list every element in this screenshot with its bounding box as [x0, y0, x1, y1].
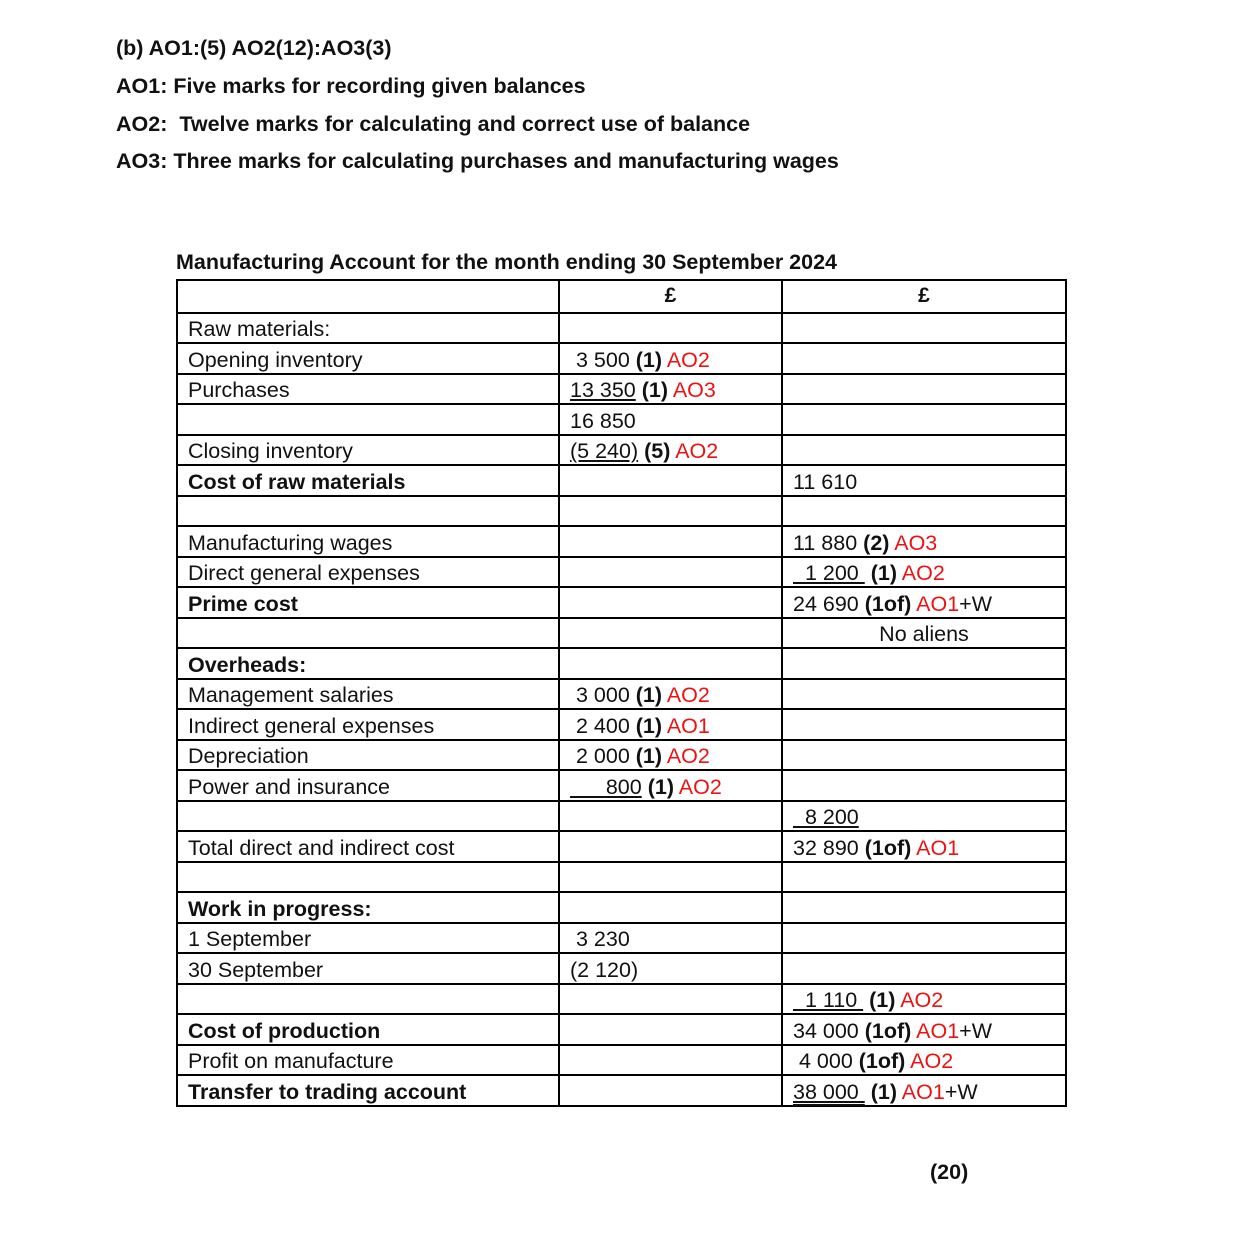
amount-cell-col2	[782, 496, 1066, 527]
assessment-objective: AO3	[894, 530, 938, 555]
row-label: Power and insurance	[177, 770, 559, 801]
extra-note: +W	[959, 1018, 993, 1043]
amount-cell-col2	[782, 435, 1066, 466]
amount: 11 610	[793, 469, 858, 494]
table-row	[177, 984, 1066, 1015]
row-label	[177, 801, 559, 832]
amount-cell-col1	[559, 313, 782, 344]
assessment-objective: AO2	[666, 683, 710, 707]
amount-cell-col2	[782, 709, 1066, 740]
table-row	[177, 740, 1066, 771]
amount-cell-col1	[559, 709, 782, 740]
amount-cell-col1	[559, 831, 782, 862]
row-label: Prime cost	[177, 587, 559, 618]
amount-cell-col1	[559, 557, 782, 588]
row-label	[177, 404, 559, 435]
table-row	[177, 618, 1066, 649]
amount-cell-col1	[559, 740, 782, 771]
amount-cell-col1	[559, 496, 782, 527]
amount-cell-col2	[782, 1075, 1066, 1106]
amount-cell-col2	[782, 1045, 1066, 1076]
table-title: Manufacturing Account for the month ending 30 September 2024	[176, 250, 838, 274]
row-label	[177, 862, 559, 893]
table-row	[177, 1075, 1066, 1106]
mark-allocation: (1)	[635, 347, 663, 372]
mark-allocation: (5)	[644, 439, 671, 463]
mark-allocation: (1)	[870, 561, 897, 585]
column-header: £	[782, 280, 1066, 313]
assessment-objective: AO3	[672, 378, 716, 402]
mark-allocation: (1)	[647, 774, 674, 799]
amount-cell-col1	[559, 465, 782, 496]
row-label: Indirect general expenses	[177, 709, 559, 740]
amount: 2 400	[570, 713, 630, 738]
row-label	[177, 984, 559, 1015]
mark-allocation: (1of)	[864, 1018, 912, 1043]
mark-allocation: (1of)	[864, 835, 912, 860]
table-row	[177, 557, 1066, 588]
amount-cell-col1	[559, 404, 782, 435]
column-header: £	[559, 280, 782, 313]
amount-cell-col2	[782, 648, 1066, 679]
amount-cell-col1	[559, 1045, 782, 1076]
amount: 13 350	[570, 378, 636, 402]
mark-allocation: (1)	[635, 744, 663, 768]
column-header	[177, 280, 559, 313]
amount-cell-col2	[782, 953, 1066, 984]
header-line: AO3: Three marks for calculating purchases and manufacturing wages	[116, 149, 839, 173]
amount-cell-col2	[782, 526, 1066, 557]
table-row	[177, 526, 1066, 557]
row-label: Profit on manufacture	[177, 1045, 559, 1076]
row-label: Closing inventory	[177, 435, 559, 466]
amount-cell-col1	[559, 618, 782, 649]
amount-cell-col2	[782, 374, 1066, 405]
table-row	[177, 587, 1066, 618]
amount-cell-col2	[782, 801, 1066, 832]
assessment-objective: AO2	[675, 439, 719, 463]
header-line: AO2: Twelve marks for calculating and correct use of balance	[116, 112, 751, 136]
row-label: Total direct and indirect cost	[177, 831, 559, 862]
table-row	[177, 435, 1066, 466]
amount: 34 000	[793, 1018, 859, 1043]
mark-allocation: (1)	[869, 988, 896, 1012]
table-row	[177, 770, 1066, 801]
amount-cell-col1	[559, 984, 782, 1015]
amount: 3 230	[570, 927, 630, 951]
table-row	[177, 953, 1066, 984]
amount: 32 890	[793, 835, 859, 860]
row-label: Depreciation	[177, 740, 559, 771]
table-row	[177, 404, 1066, 435]
table-row	[177, 343, 1066, 374]
row-label: Raw materials:	[177, 313, 559, 344]
amount: 1 200	[793, 561, 865, 585]
amount-cell-col2	[782, 618, 1066, 649]
assessment-objective: AO2	[901, 561, 945, 585]
row-label: Management salaries	[177, 679, 559, 710]
amount-cell-col2	[782, 831, 1066, 862]
row-label: 30 September	[177, 953, 559, 984]
row-label: Work in progress:	[177, 892, 559, 923]
row-label: Manufacturing wages	[177, 526, 559, 557]
amount-cell-col2	[782, 740, 1066, 771]
amount-cell-col1	[559, 892, 782, 923]
amount: 2 000	[570, 744, 630, 768]
amount-cell-col2	[782, 1014, 1066, 1045]
amount: 3 500	[570, 347, 630, 372]
mark-allocation: (1)	[635, 713, 663, 738]
table-row	[177, 923, 1066, 954]
row-label	[177, 496, 559, 527]
assessment-objective: AO2	[666, 347, 710, 372]
table-row	[177, 496, 1066, 527]
mark-allocation: (2)	[863, 530, 890, 555]
amount-cell-col2	[782, 770, 1066, 801]
amount: 16 850	[570, 408, 636, 433]
total-marks: (20)	[930, 1160, 969, 1184]
row-label: Purchases	[177, 374, 559, 405]
mark-allocation: (1)	[870, 1079, 897, 1104]
table-row	[177, 1014, 1066, 1045]
amount: 8 200	[793, 805, 859, 829]
table-row	[177, 1045, 1066, 1076]
mark-allocation: (1of)	[864, 591, 912, 616]
table-row	[177, 801, 1066, 832]
amount-cell-col1	[559, 374, 782, 405]
amount: 1 110	[793, 988, 864, 1012]
assessment-objective: AO2	[678, 774, 722, 799]
table-row	[177, 374, 1066, 405]
assessment-objective: AO1	[916, 835, 960, 860]
amount: 4 000	[793, 1049, 853, 1073]
amount-cell-col1	[559, 923, 782, 954]
header-line: AO1: Five marks for recording given balances	[116, 74, 586, 98]
amount-cell-col1	[559, 435, 782, 466]
amount: 24 690	[793, 591, 859, 616]
amount-cell-col1	[559, 679, 782, 710]
amount-cell-col2	[782, 984, 1066, 1015]
extra-note: +W	[959, 591, 993, 616]
amount-cell-col1	[559, 770, 782, 801]
table-row	[177, 679, 1066, 710]
table-row	[177, 831, 1066, 862]
row-label	[177, 618, 559, 649]
amount-cell-col1	[559, 1075, 782, 1106]
amount-cell-col1	[559, 587, 782, 618]
amount-cell-col2	[782, 923, 1066, 954]
header-line: (b) AO1:(5) AO2(12):AO3(3)	[116, 36, 392, 60]
table-row	[177, 465, 1066, 496]
amount-cell-col1	[559, 526, 782, 557]
manufacturing-account-table	[176, 279, 1067, 1107]
amount-cell-col2	[782, 343, 1066, 374]
table-header-row	[177, 280, 1066, 313]
amount-cell-col1	[559, 648, 782, 679]
assessment-objective: AO2	[900, 988, 944, 1012]
amount-cell-col2	[782, 862, 1066, 893]
amount: 11 880	[793, 530, 858, 555]
amount: 3 000	[570, 683, 630, 707]
amount-cell-col1	[559, 862, 782, 893]
assessment-objective: AO2	[666, 744, 710, 768]
amount: 38 000	[793, 1079, 865, 1104]
amount: 800	[570, 774, 642, 799]
table-row	[177, 892, 1066, 923]
table-row	[177, 648, 1066, 679]
row-label: 1 September	[177, 923, 559, 954]
note-text: No aliens	[879, 622, 969, 646]
assessment-objective: AO1	[666, 713, 710, 738]
amount: (5 240)	[570, 439, 639, 463]
amount-cell-col1	[559, 1014, 782, 1045]
assessment-objective: AO1	[916, 591, 960, 616]
amount-cell-col2	[782, 557, 1066, 588]
amount-cell-col1	[559, 801, 782, 832]
row-label: Overheads:	[177, 648, 559, 679]
amount-cell-col2	[782, 313, 1066, 344]
amount-cell-col2	[782, 679, 1066, 710]
assessment-objective: AO2	[910, 1049, 954, 1073]
amount-cell-col2	[782, 404, 1066, 435]
mark-allocation: (1)	[635, 683, 663, 707]
amount-cell-col1	[559, 343, 782, 374]
amount-cell-col2	[782, 892, 1066, 923]
table-row	[177, 862, 1066, 893]
amount-cell-col1	[559, 953, 782, 984]
amount-cell-col2	[782, 465, 1066, 496]
amount: (2 120)	[570, 957, 639, 982]
mark-allocation: (1)	[641, 378, 669, 402]
table-row	[177, 709, 1066, 740]
row-label: Opening inventory	[177, 343, 559, 374]
amount-cell-col2	[782, 587, 1066, 618]
row-label: Transfer to trading account	[177, 1075, 559, 1106]
mark-allocation: (1of)	[858, 1049, 906, 1073]
row-label: Cost of production	[177, 1014, 559, 1045]
assessment-objective: AO1	[916, 1018, 960, 1043]
row-label: Direct general expenses	[177, 557, 559, 588]
table-row	[177, 313, 1066, 344]
extra-note: +W	[944, 1079, 978, 1104]
assessment-objective: AO1	[901, 1079, 945, 1104]
row-label: Cost of raw materials	[177, 465, 559, 496]
